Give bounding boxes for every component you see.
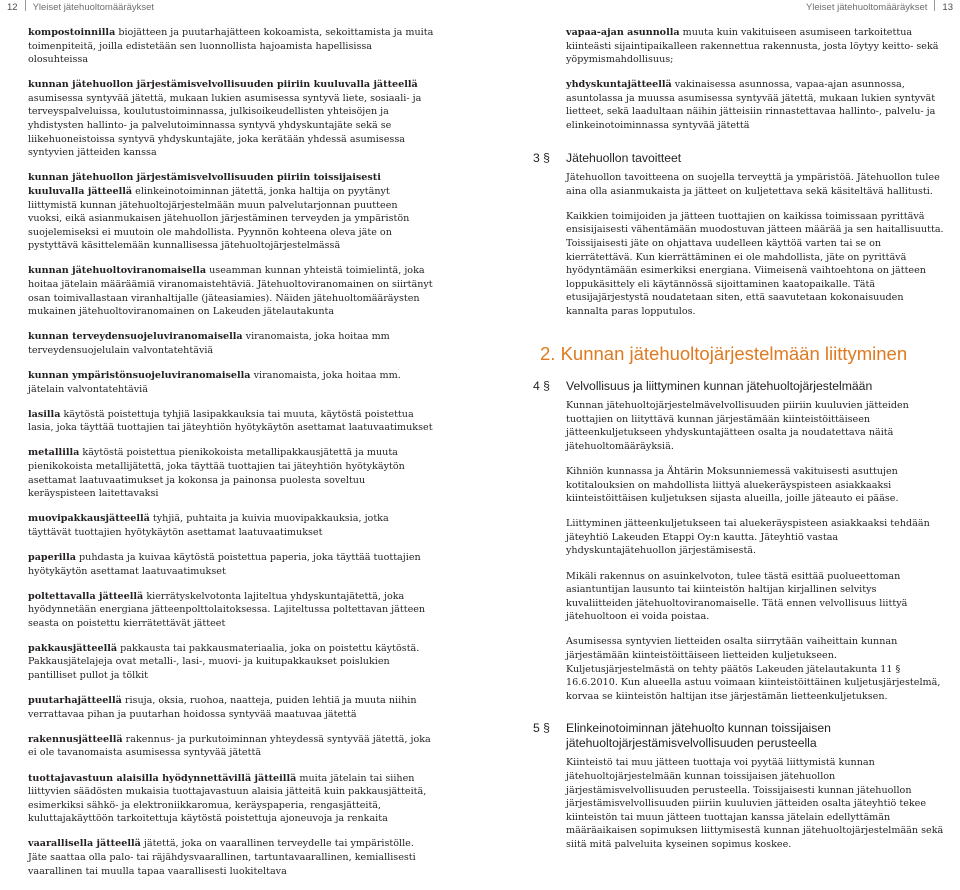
definition-item bbox=[566, 26, 946, 67]
definition-text: asumisessa syntyvää jätettä, mukaan lukien asumisessa syntyvä liete, sosiaali- ja terveyspalveluissa, koulutustoiminnassa, julkisoikeudellisten yhteisöjen ja yhdistysten hallinto- ja palvelutoiminnassa syntyvä yhdyskuntajäte sekä se liikehuoneistoissa syntyvä yhdyskuntajäte, joka kerätään yhdessä asumisessa syntyvien jätteiden kanssa bbox=[28, 92, 422, 159]
body-paragraph: Kihniön kunnassa ja Ähtärin Moksunniemessä vakituisesti asuttujen kotitalouksien on mahdollista liittyä aluekeräyspisteen asiakkaaksi kiinteistöittäisen kuljetuksen sijasta alueilla, joille jäteauto ei pääse. bbox=[566, 465, 899, 505]
definition-text: useamman kunnan yhteistä toimielintä, joka hoitaa jätelain määräämiä viranomaistehtäviä. Jätehuoltoviranomainen on siirtänyt osan toimivallastaan viranhaltijalle (jäteasiamies). Näiden jätehuoltomääräysten mukainen jätehuoltoviranomainen on Lakeuden jätelautakunta bbox=[28, 265, 433, 318]
definition-term: puutarhajätteellä bbox=[28, 695, 122, 707]
definition-item bbox=[28, 408, 434, 435]
definition-term: metallilla bbox=[28, 447, 80, 459]
definition-item bbox=[28, 733, 434, 760]
definition-term: paperilla bbox=[28, 551, 76, 563]
definition-term: tuottajavastuun alaisilla hyödynnettävillä jätteillä bbox=[28, 772, 297, 784]
right-column bbox=[533, 26, 946, 863]
definition-item bbox=[28, 642, 434, 683]
definition-text: viranomaista, joka hoitaa mm. jätelain valvontatehtäviä bbox=[28, 369, 401, 395]
section-number: 5 § bbox=[533, 721, 550, 736]
section-4-heading bbox=[533, 378, 946, 394]
header-divider bbox=[25, 0, 26, 11]
definition-term: kunnan jätehuollon järjestämisvelvollisuuden piiriin kuuluvalla jätteellä bbox=[28, 79, 418, 91]
definition-item bbox=[28, 369, 434, 396]
left-page-header bbox=[7, 0, 154, 13]
body-paragraph: Kunnan jätehuoltojärjestelmävelvollisuuden piiriin kuuluvien jätteiden tuottajien on liityttävä kunnan järjestämään kiinteistöittäiseen jätteenkuljetukseen yhdyskuntajätteen osalta ja noudatettava näitä jätehuoltomääräyksiä. bbox=[566, 400, 909, 452]
body-paragraph: Jätehuollon tavoitteena on suojella terveyttä ja ympäristöä. Jätehuollon tulee aina olla asianmukaista ja jätteet on kuljetettava sekä käsiteltävä hallitusti. bbox=[566, 172, 940, 197]
definition-item bbox=[28, 264, 434, 318]
definition-item bbox=[28, 512, 434, 539]
chapter-heading: 2. Kunnan jätehuoltojärjestelmään liittyminen bbox=[540, 342, 908, 364]
definition-text: kierrätyskelvotonta lajiteltua yhdyskuntajätettä, joka hyödynnetään energiana jätteenpolttolaitoksessa. Lajiteltussa poltettavan jätteen seasta on poistettu kierrätettävät jätteet bbox=[28, 590, 426, 629]
definition-text: rakennus- ja purkutoiminnan yhteydessä syntyvää jätettä, joka ei ole tavanomaista asumisessa syntyvää jätettä bbox=[28, 733, 431, 759]
right-page-header bbox=[806, 0, 953, 13]
definition-item bbox=[28, 772, 434, 826]
definition-term: kunnan ympäristönsuojeluviranomaisella bbox=[28, 369, 251, 381]
definition-term: muovipakkausjätteellä bbox=[28, 513, 150, 525]
definition-text: käytöstä poistettuja tyhjiä lasipakkauksia tai muuta, käytöstä poistettua lasia, joka täyttää tuottajien tai jäteyhtiön hyötykäytön asettamat laatuvaatimukset bbox=[28, 408, 433, 434]
header-divider bbox=[934, 0, 935, 11]
body-paragraph: Asumisessa syntyvien lietteiden osalta siirrytään vaiheittain kunnan järjestämään kiinteistöittäiseen lietteiden kuljetukseen. Kuljetusjärjestelmästä on tehty päätös Lakeuden jätelautakunta 11 § 16.6.2010. Kun alueella astuu voimaan kiinteistöittäinen kuljetusjärjestelmä, korvaa se kiinteistön haltijan itse järjestämän lietteenkuljetuksen. bbox=[566, 636, 941, 702]
definition-term: kompostoinnilla bbox=[28, 27, 116, 38]
body-paragraph: Kiinteistö tai muu jätteen tuottaja voi pyytää liittymistä kunnan jätehuoltojärjestelmään kunnan toissijaisen jätehuollon järjestämisvelvollisuuden perusteella. Toissijaisesti kunnan jätehuollon järjestämisvelvollisuuden piiriin kuuluvien jätteiden osalta jäteyhtiö tekee kiinteistön tai muun jätteen tuottajan kanssa jätelain edellyttämän määräaikaisen sopimuksen liittymisestä kunnan jätehuoltojärjestelmään sekä siitä mitä palveluita kyseinen sopimus koskee. bbox=[566, 757, 944, 850]
definition-term: lasilla bbox=[28, 408, 61, 420]
section-number: 3 § bbox=[533, 150, 550, 165]
definition-term: kunnan jätehuollon järjestämisvelvollisuuden piiriin toissijaisesti kuuluvalla jätteellä bbox=[28, 172, 381, 197]
definition-term: pakkausjätteellä bbox=[28, 642, 118, 654]
definition-item bbox=[28, 590, 434, 631]
body-paragraph: Mikäli rakennus on asuinkelvoton, tulee tästä esittää puolueettoman asiantuntijan lausunto tai kiinteistön haltijan kirjallinen selvitys kuvaliitteiden jätehuoltoviranomaiselle. Tätä ennen velvollisuus liittyä jätehuoltoon ei voida poistaa. bbox=[566, 570, 908, 623]
definition-term: rakennusjätteellä bbox=[28, 733, 123, 745]
definition-item bbox=[28, 26, 434, 67]
definition-text: muita jätelain tai siihen liittyvien säädösten mukaisia tuottajavastuun alaisia jätteitä kuin pakkausjätteitä, esimerkiksi sähkö- ja elektroniikkaromua, keräyspaperia, rengasjätteitä, kuluttajakäyttöön tarkoitettuja käytöstä poistettuja ajoneuvoja ja renkaita bbox=[28, 772, 427, 825]
definition-item bbox=[28, 551, 434, 578]
section-title: Elinkeinotoiminnan jätehuolto kunnan toissijaisen jätehuoltojärjestämisvelvollisuuden perusteella bbox=[566, 721, 831, 750]
definition-item bbox=[566, 78, 946, 132]
definition-text: biojätteen ja puutarhajätteen kokoamista, sekoittamista ja muita toimenpiteitä, joilla edistetään sen luonnollista hajoamista hapellisissa olosuhteissa bbox=[28, 27, 434, 66]
section-5-heading bbox=[533, 721, 946, 750]
left-page-number: 12 bbox=[7, 2, 18, 13]
definition-item bbox=[28, 694, 434, 721]
definition-item bbox=[28, 171, 434, 253]
definition-term: kunnan terveydensuojeluviranomaisella bbox=[28, 331, 243, 343]
section-3-heading bbox=[533, 150, 946, 166]
definition-item bbox=[28, 78, 434, 160]
definition-item bbox=[28, 837, 434, 878]
body-paragraph: Kaikkien toimijoiden ja jätteen tuottajien on kaikissa toimissaan pyrittävä ensisijaisesti vähentämään muodostuvan jätteen määrää ja sen haitallisuutta. Toissijaisesti jäte on ohjattava uudelleen käyttöä varten tai se on kierrätettävä. Kun kierrättäminen ei ole mahdollista, jäte on pyrittävä hyödyntämään esimerkiksi energiana. Viimeisenä vaihtoehtona on jätteen loppukäsittely eli käytännössä sijoittaminen kaatopaikalle. Tätä etusijajärjestystä noudatetaan siten, että saavutetaan kokonaisuuden kannalta paras lopputulos. bbox=[566, 210, 944, 317]
definition-term: vaarallisella jätteellä bbox=[28, 838, 141, 850]
definition-text: elinkeinotoiminnan jätettä, jonka haltija on pyytänyt liittymistä kunnan jätehuoltojärjestelmään muun palvelutarjonnan puutteen vuoksi, eikä asianmukaisen jätehuollon järjestäminen terveyden ja ympäristön suojelemiseksi ei muutoin ole mahdollista. Pyynnön kohteena oleva jäte on pystyttävä käsittelemään kunnallisessa jätehuoltojärjestelmässä bbox=[28, 185, 410, 252]
definition-item bbox=[28, 330, 434, 357]
definition-item bbox=[28, 446, 434, 500]
definition-term: vapaa-ajan asunnolla bbox=[566, 27, 680, 38]
right-page-number: 13 bbox=[942, 2, 953, 13]
definition-text: käytöstä poistettua pienikokoista metallipakkausjätettä ja muuta pienikokoista metallijätettä, joka täyttää tuottajien tai jäteyhtiön hyötykäytön asettamat laatuvaatimukset ja kokonsa ja painonsa puolesta soveltuu keräyspisteen laitettavaksi bbox=[28, 447, 405, 500]
definition-text: vakinaisessa asunnossa, vapaa-ajan asunnossa, asuntolassa ja muussa asumisessa syntyvää jätettä, mukaan lukien syntyvät lietteet, sekä laadultaan näihin jätteisiin rinnastettavaa hallinto-, palvelu- ja elinkeinotoiminnassa syntyvää jätettä bbox=[566, 79, 936, 132]
section-title: Jätehuollon tavoitteet bbox=[566, 150, 682, 165]
section-number: 4 § bbox=[533, 378, 550, 393]
definition-text: muuta kuin vakituiseen asumiseen tarkoitettua kiinteästi sijaintipaikalleen rakennettua rakennusta, josta löytyy keitto- sekä yöpymismahdollisuus; bbox=[566, 27, 939, 66]
definition-text: pakkausta tai pakkausmateriaalia, joka on poistettu käytöstä. Pakkausjätelajeja ovat metalli-, lasi-, muovi- ja kuitupakkaukset poislukien pantilliset pullot ja tölkit bbox=[28, 642, 420, 682]
definition-text: jätettä, joka on vaarallinen terveydelle tai ympäristölle. Jäte saattaa olla palo- tai räjähdysvaarallinen, tartuntavaarallinen, kemiallisesti vaarallinen tai muulla tapaa vaarallisesti luokiteltava bbox=[28, 838, 416, 877]
definition-text: tyhjiä, puhtaita ja kuivia muovipakkauksia, jotka täyttävät tuottajien hyötykäytön asettamat laatuvaatimukset bbox=[28, 513, 389, 538]
definition-text: viranomaista, joka hoitaa mm terveydensuojelulain valvontatehtäviä bbox=[28, 331, 390, 356]
definition-term: kunnan jätehuoltoviranomaisella bbox=[28, 265, 207, 277]
definition-term: poltettavalla jätteellä bbox=[28, 590, 144, 602]
left-running-title: Yleiset jätehuoltomääräykset bbox=[32, 2, 155, 13]
definition-text: puhdasta ja kuivaa käytöstä poistettua paperia, joka täyttää tuottajien hyötykäytön asettamat laatuvaatimukset bbox=[28, 551, 421, 577]
definition-text: risuja, oksia, ruohoa, naatteja, puiden lehtiä ja muuta niihin verrattavaa pihan ja puutarhan hoidossa syntyvää maatuvaa jätettä bbox=[28, 695, 417, 720]
left-column bbox=[28, 26, 434, 890]
definition-term: yhdyskuntajätteellä bbox=[566, 79, 672, 91]
body-paragraph: Liittyminen jätteenkuljetukseen tai aluekeräyspisteen asiakkaaksi tehdään jäteyhtiö Lakeuden Etappi Oy:n kautta. Jäteyhtiö vastaa yhdyskuntajätehuollon järjestämisestä. bbox=[566, 518, 930, 557]
section-title: Velvollisuus ja liittyminen kunnan jätehuoltojärjestelmään bbox=[566, 378, 873, 393]
right-running-title: Yleiset jätehuoltomääräykset bbox=[805, 2, 928, 13]
